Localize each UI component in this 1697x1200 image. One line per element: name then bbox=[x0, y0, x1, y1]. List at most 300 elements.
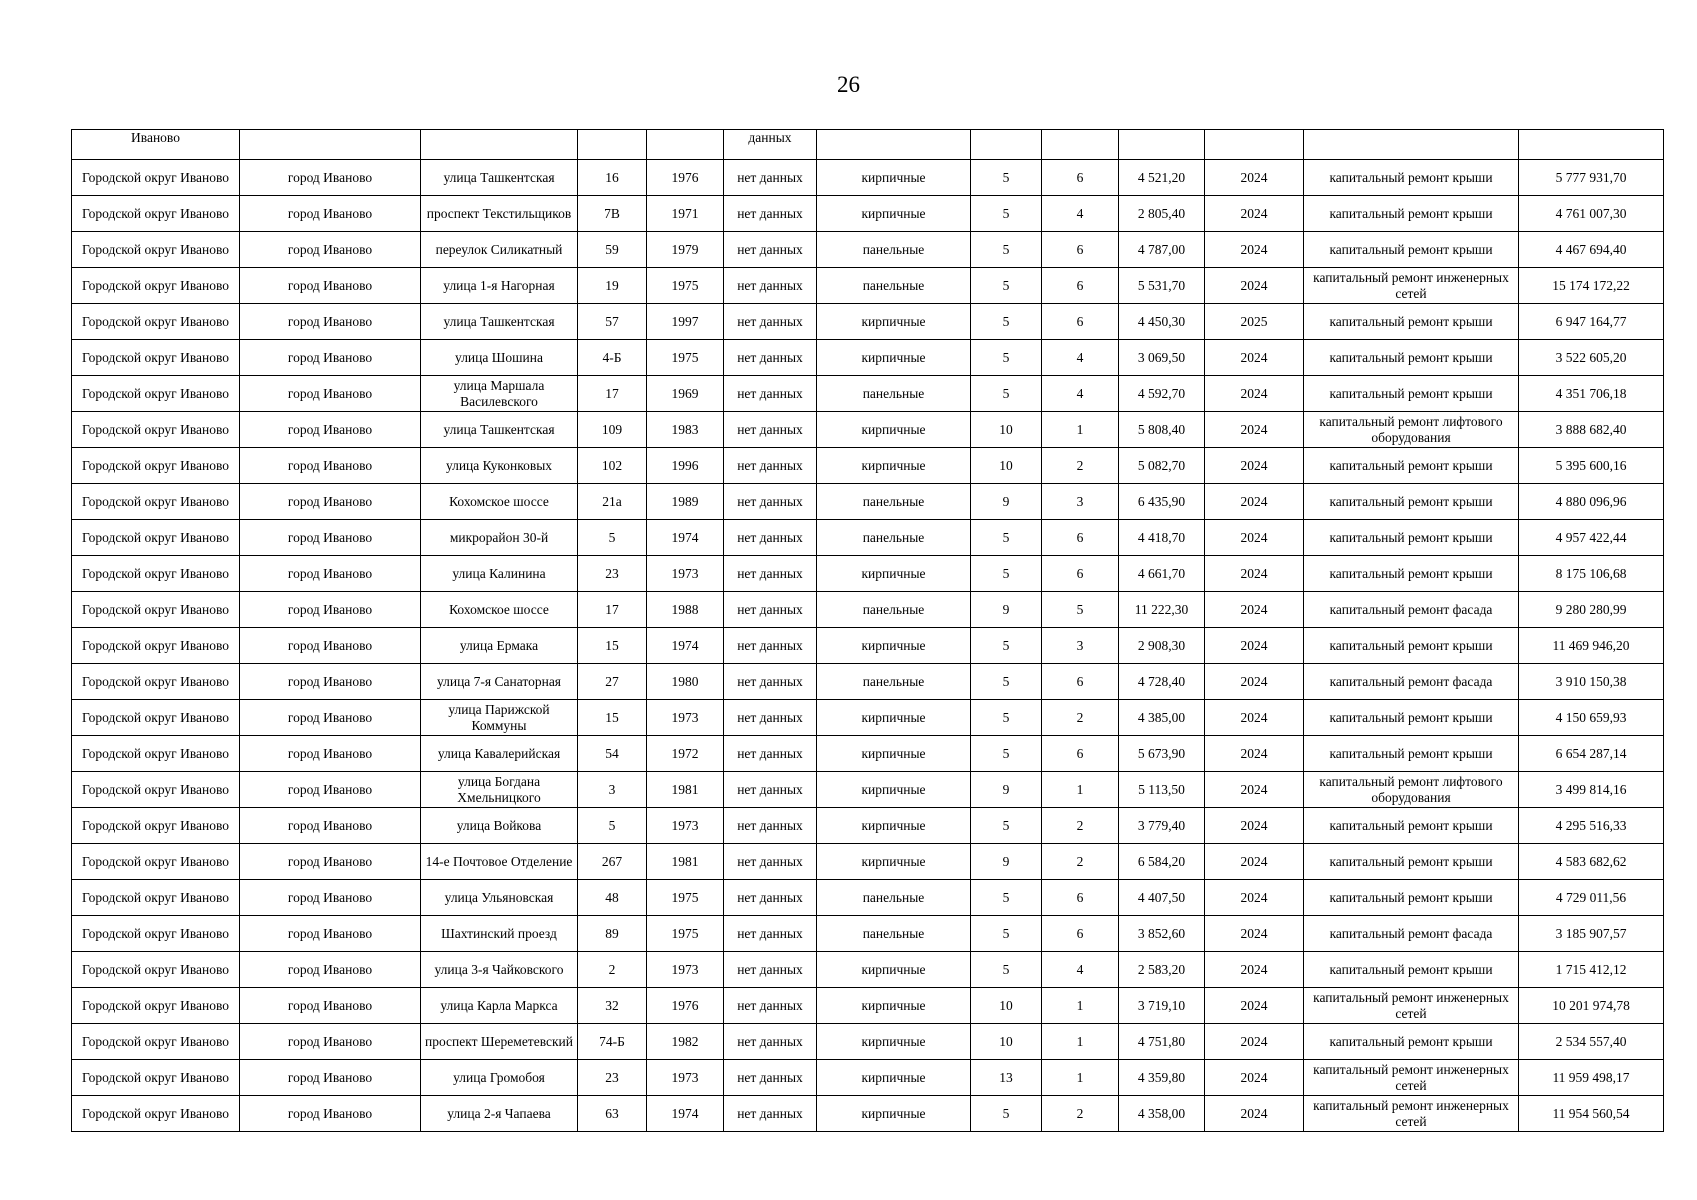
cell-house: 17 bbox=[578, 592, 647, 628]
table-row bbox=[72, 1024, 1664, 1060]
table-row bbox=[72, 196, 1664, 232]
cell-municipality: Городской округ Иваново bbox=[72, 700, 240, 736]
cell-settlement: город Иваново bbox=[240, 160, 421, 196]
cell-municipality: Городской округ Иваново bbox=[72, 952, 240, 988]
cell-house: 23 bbox=[578, 1060, 647, 1096]
cell-floors: 10 bbox=[971, 988, 1042, 1024]
cell-street: улица Ташкентская bbox=[421, 304, 578, 340]
cell-wall-material: кирпичные bbox=[817, 340, 971, 376]
cell-house: 109 bbox=[578, 412, 647, 448]
cell-house: 267 bbox=[578, 844, 647, 880]
cell-work-type: капитальный ремонт крыши bbox=[1304, 484, 1519, 520]
cell-municipality: Городской округ Иваново bbox=[72, 412, 240, 448]
cell-wall-material: кирпичные bbox=[817, 556, 971, 592]
cell-cost: 4 583 682,62 bbox=[1519, 844, 1664, 880]
cell-floors: 5 bbox=[971, 664, 1042, 700]
cell-area: 4 661,70 bbox=[1119, 556, 1205, 592]
cell-street: улица Ермака bbox=[421, 628, 578, 664]
cell-floors bbox=[971, 130, 1042, 160]
cell-area bbox=[1119, 130, 1205, 160]
cell-street: улица Громобоя bbox=[421, 1060, 578, 1096]
cell-house: 3 bbox=[578, 772, 647, 808]
table-row bbox=[72, 628, 1664, 664]
cell-house: 4-Б bbox=[578, 340, 647, 376]
cell-entrances: 1 bbox=[1042, 988, 1119, 1024]
cell-house: 63 bbox=[578, 1096, 647, 1132]
cell-floors: 9 bbox=[971, 592, 1042, 628]
cell-status: нет данных bbox=[724, 664, 817, 700]
cell-street: улица 2-я Чапаева bbox=[421, 1096, 578, 1132]
cell-cost bbox=[1519, 130, 1664, 160]
cell-entrances: 4 bbox=[1042, 196, 1119, 232]
cell-area: 2 908,30 bbox=[1119, 628, 1205, 664]
cell-wall-material: кирпичные bbox=[817, 700, 971, 736]
cell-year-built: 1975 bbox=[647, 268, 724, 304]
cell-status: нет данных bbox=[724, 808, 817, 844]
cell-work-type: капитальный ремонт крыши bbox=[1304, 160, 1519, 196]
cell-year-built: 1973 bbox=[647, 700, 724, 736]
cell-area: 6 584,20 bbox=[1119, 844, 1205, 880]
cell-entrances: 6 bbox=[1042, 520, 1119, 556]
cell-plan-year: 2024 bbox=[1205, 412, 1304, 448]
cell-wall-material: кирпичные bbox=[817, 952, 971, 988]
cell-wall-material: панельные bbox=[817, 484, 971, 520]
cell-plan-year: 2024 bbox=[1205, 232, 1304, 268]
cell-house: 59 bbox=[578, 232, 647, 268]
cell-floors: 5 bbox=[971, 700, 1042, 736]
cell-wall-material: панельные bbox=[817, 268, 971, 304]
cell-plan-year: 2024 bbox=[1205, 160, 1304, 196]
cell-street: проспект Текстильщиков bbox=[421, 196, 578, 232]
cell-floors: 5 bbox=[971, 520, 1042, 556]
cell-wall-material: кирпичные bbox=[817, 1060, 971, 1096]
cell-status: нет данных bbox=[724, 484, 817, 520]
cell-year-built: 1975 bbox=[647, 340, 724, 376]
cell-plan-year: 2024 bbox=[1205, 700, 1304, 736]
cell-work-type: капитальный ремонт крыши bbox=[1304, 376, 1519, 412]
cell-floors: 9 bbox=[971, 844, 1042, 880]
cell-status: нет данных bbox=[724, 772, 817, 808]
cell-settlement: город Иваново bbox=[240, 628, 421, 664]
table-row bbox=[72, 808, 1664, 844]
cell-floors: 5 bbox=[971, 1096, 1042, 1132]
cell-cost: 6 947 164,77 bbox=[1519, 304, 1664, 340]
table-row bbox=[72, 376, 1664, 412]
cell-cost: 4 467 694,40 bbox=[1519, 232, 1664, 268]
table-row bbox=[72, 304, 1664, 340]
cell-status: нет данных bbox=[724, 196, 817, 232]
cell-wall-material: панельные bbox=[817, 592, 971, 628]
table-row bbox=[72, 880, 1664, 916]
cell-municipality: Городской округ Иваново bbox=[72, 628, 240, 664]
cell-year-built: 1974 bbox=[647, 520, 724, 556]
cell-settlement: город Иваново bbox=[240, 484, 421, 520]
table-row bbox=[72, 1096, 1664, 1132]
cell-floors: 5 bbox=[971, 304, 1042, 340]
cell-house: 19 bbox=[578, 268, 647, 304]
cell-year-built: 1982 bbox=[647, 1024, 724, 1060]
cell-floors: 10 bbox=[971, 412, 1042, 448]
cell-work-type: капитальный ремонт инженерных сетей bbox=[1304, 1060, 1519, 1096]
cell-municipality: Городской округ Иваново bbox=[72, 232, 240, 268]
cell-wall-material: панельные bbox=[817, 916, 971, 952]
cell-entrances: 6 bbox=[1042, 304, 1119, 340]
cell-cost: 3 888 682,40 bbox=[1519, 412, 1664, 448]
cell-status: нет данных bbox=[724, 880, 817, 916]
cell-settlement: город Иваново bbox=[240, 304, 421, 340]
cell-status: нет данных bbox=[724, 916, 817, 952]
cell-work-type: капитальный ремонт инженерных сетей bbox=[1304, 268, 1519, 304]
cell-municipality: Городской округ Иваново bbox=[72, 160, 240, 196]
cell-street: улица 3-я Чайковского bbox=[421, 952, 578, 988]
cell-street: улица Богдана Хмельницкого bbox=[421, 772, 578, 808]
cell-year-built: 1974 bbox=[647, 628, 724, 664]
cell-entrances: 4 bbox=[1042, 952, 1119, 988]
table-row bbox=[72, 592, 1664, 628]
cell-floors: 5 bbox=[971, 808, 1042, 844]
cell-settlement: город Иваново bbox=[240, 952, 421, 988]
cell-settlement: город Иваново bbox=[240, 232, 421, 268]
cell-street bbox=[421, 130, 578, 160]
cell-year-built: 1973 bbox=[647, 952, 724, 988]
table-row-continuation bbox=[72, 130, 1664, 160]
cell-street: переулок Силикатный bbox=[421, 232, 578, 268]
cell-work-type: капитальный ремонт крыши bbox=[1304, 340, 1519, 376]
cell-floors: 5 bbox=[971, 628, 1042, 664]
cell-area: 4 359,80 bbox=[1119, 1060, 1205, 1096]
table-row bbox=[72, 664, 1664, 700]
cell-entrances: 4 bbox=[1042, 340, 1119, 376]
cell-wall-material bbox=[817, 130, 971, 160]
cell-house: 5 bbox=[578, 520, 647, 556]
cell-status: данных bbox=[724, 130, 817, 160]
cell-year-built: 1976 bbox=[647, 160, 724, 196]
cell-entrances: 6 bbox=[1042, 664, 1119, 700]
cell-work-type: капитальный ремонт крыши bbox=[1304, 232, 1519, 268]
cell-cost: 1 715 412,12 bbox=[1519, 952, 1664, 988]
cell-work-type: капитальный ремонт крыши bbox=[1304, 844, 1519, 880]
cell-wall-material: панельные bbox=[817, 232, 971, 268]
cell-area: 4 418,70 bbox=[1119, 520, 1205, 556]
cell-floors: 5 bbox=[971, 556, 1042, 592]
cell-settlement: город Иваново bbox=[240, 556, 421, 592]
cell-settlement: город Иваново bbox=[240, 916, 421, 952]
cell-area: 5 673,90 bbox=[1119, 736, 1205, 772]
cell-work-type: капитальный ремонт инженерных сетей bbox=[1304, 988, 1519, 1024]
cell-settlement: город Иваново bbox=[240, 412, 421, 448]
cell-plan-year: 2024 bbox=[1205, 1060, 1304, 1096]
cell-entrances: 1 bbox=[1042, 1060, 1119, 1096]
cell-settlement: город Иваново bbox=[240, 448, 421, 484]
cell-entrances: 6 bbox=[1042, 916, 1119, 952]
cell-street: проспект Шереметевский bbox=[421, 1024, 578, 1060]
cell-year-built: 1971 bbox=[647, 196, 724, 232]
cell-entrances: 3 bbox=[1042, 484, 1119, 520]
table-body bbox=[72, 130, 1664, 1132]
cell-work-type: капитальный ремонт крыши bbox=[1304, 304, 1519, 340]
cell-cost: 4 295 516,33 bbox=[1519, 808, 1664, 844]
cell-settlement: город Иваново bbox=[240, 664, 421, 700]
cell-area: 3 852,60 bbox=[1119, 916, 1205, 952]
cell-cost: 5 395 600,16 bbox=[1519, 448, 1664, 484]
cell-wall-material: панельные bbox=[817, 880, 971, 916]
cell-year-built: 1976 bbox=[647, 988, 724, 1024]
cell-street: улица Карла Маркса bbox=[421, 988, 578, 1024]
cell-settlement: город Иваново bbox=[240, 988, 421, 1024]
cell-house: 17 bbox=[578, 376, 647, 412]
cell-plan-year: 2024 bbox=[1205, 484, 1304, 520]
cell-wall-material: кирпичные bbox=[817, 1024, 971, 1060]
cell-year-built: 1989 bbox=[647, 484, 724, 520]
cell-work-type: капитальный ремонт крыши bbox=[1304, 628, 1519, 664]
cell-street: улица Войкова bbox=[421, 808, 578, 844]
cell-entrances bbox=[1042, 130, 1119, 160]
cell-street: улица 1-я Нагорная bbox=[421, 268, 578, 304]
cell-wall-material: кирпичные bbox=[817, 304, 971, 340]
cell-plan-year: 2024 bbox=[1205, 268, 1304, 304]
table-row bbox=[72, 952, 1664, 988]
cell-status: нет данных bbox=[724, 628, 817, 664]
cell-street: улица Кавалерийская bbox=[421, 736, 578, 772]
cell-settlement: город Иваново bbox=[240, 844, 421, 880]
cell-house bbox=[578, 130, 647, 160]
cell-status: нет данных bbox=[724, 412, 817, 448]
cell-status: нет данных bbox=[724, 376, 817, 412]
cell-area: 3 779,40 bbox=[1119, 808, 1205, 844]
cell-entrances: 6 bbox=[1042, 268, 1119, 304]
cell-house: 57 bbox=[578, 304, 647, 340]
cell-wall-material: кирпичные bbox=[817, 448, 971, 484]
cell-status: нет данных bbox=[724, 448, 817, 484]
cell-floors: 9 bbox=[971, 484, 1042, 520]
cell-municipality: Городской округ Иваново bbox=[72, 664, 240, 700]
cell-cost: 3 499 814,16 bbox=[1519, 772, 1664, 808]
table-row bbox=[72, 484, 1664, 520]
cell-plan-year: 2025 bbox=[1205, 304, 1304, 340]
cell-status: нет данных bbox=[724, 520, 817, 556]
cell-house: 27 bbox=[578, 664, 647, 700]
cell-municipality: Городской округ Иваново bbox=[72, 916, 240, 952]
cell-floors: 10 bbox=[971, 448, 1042, 484]
page-number: 26 bbox=[837, 72, 860, 97]
cell-area: 3 719,10 bbox=[1119, 988, 1205, 1024]
cell-floors: 5 bbox=[971, 196, 1042, 232]
cell-municipality: Городской округ Иваново bbox=[72, 304, 240, 340]
cell-floors: 10 bbox=[971, 1024, 1042, 1060]
cell-entrances: 2 bbox=[1042, 700, 1119, 736]
cell-status: нет данных bbox=[724, 556, 817, 592]
cell-street: улица Куконковых bbox=[421, 448, 578, 484]
cell-street: улица Ульяновская bbox=[421, 880, 578, 916]
cell-year-built: 1983 bbox=[647, 412, 724, 448]
cell-house: 15 bbox=[578, 700, 647, 736]
table-row bbox=[72, 448, 1664, 484]
cell-cost: 4 351 706,18 bbox=[1519, 376, 1664, 412]
cell-plan-year: 2024 bbox=[1205, 592, 1304, 628]
cell-street: улица Парижской Коммуны bbox=[421, 700, 578, 736]
cell-cost: 3 522 605,20 bbox=[1519, 340, 1664, 376]
cell-area: 5 082,70 bbox=[1119, 448, 1205, 484]
cell-settlement: город Иваново bbox=[240, 340, 421, 376]
cell-settlement: город Иваново bbox=[240, 592, 421, 628]
cell-wall-material: панельные bbox=[817, 664, 971, 700]
cell-wall-material: кирпичные bbox=[817, 628, 971, 664]
cell-cost: 8 175 106,68 bbox=[1519, 556, 1664, 592]
cell-area: 5 113,50 bbox=[1119, 772, 1205, 808]
cell-cost: 5 777 931,70 bbox=[1519, 160, 1664, 196]
cell-municipality: Иваново bbox=[72, 130, 240, 160]
cell-work-type: капитальный ремонт лифтового оборудования bbox=[1304, 772, 1519, 808]
cell-entrances: 2 bbox=[1042, 448, 1119, 484]
cell-street: улица Калинина bbox=[421, 556, 578, 592]
table-row bbox=[72, 268, 1664, 304]
cell-municipality: Городской округ Иваново bbox=[72, 340, 240, 376]
cell-settlement: город Иваново bbox=[240, 376, 421, 412]
cell-house: 16 bbox=[578, 160, 647, 196]
cell-cost: 4 957 422,44 bbox=[1519, 520, 1664, 556]
cell-wall-material: кирпичные bbox=[817, 1096, 971, 1132]
cell-work-type: капитальный ремонт крыши bbox=[1304, 736, 1519, 772]
cell-municipality: Городской округ Иваново bbox=[72, 1060, 240, 1096]
cell-municipality: Городской округ Иваново bbox=[72, 196, 240, 232]
cell-street: улица Ташкентская bbox=[421, 412, 578, 448]
cell-area: 4 358,00 bbox=[1119, 1096, 1205, 1132]
cell-municipality: Городской округ Иваново bbox=[72, 808, 240, 844]
cell-street: Кохомское шоссе bbox=[421, 484, 578, 520]
cell-status: нет данных bbox=[724, 700, 817, 736]
cell-house: 102 bbox=[578, 448, 647, 484]
cell-street: 14-е Почтовое Отделение bbox=[421, 844, 578, 880]
cell-plan-year: 2024 bbox=[1205, 196, 1304, 232]
cell-work-type: капитальный ремонт крыши bbox=[1304, 556, 1519, 592]
cell-status: нет данных bbox=[724, 988, 817, 1024]
cell-status: нет данных bbox=[724, 304, 817, 340]
cell-settlement: город Иваново bbox=[240, 1024, 421, 1060]
cell-settlement: город Иваново bbox=[240, 736, 421, 772]
cell-work-type bbox=[1304, 130, 1519, 160]
cell-work-type: капитальный ремонт крыши bbox=[1304, 1024, 1519, 1060]
cell-floors: 5 bbox=[971, 232, 1042, 268]
cell-plan-year: 2024 bbox=[1205, 376, 1304, 412]
cell-area: 4 728,40 bbox=[1119, 664, 1205, 700]
table-row bbox=[72, 556, 1664, 592]
cell-cost: 11 959 498,17 bbox=[1519, 1060, 1664, 1096]
table-row bbox=[72, 772, 1664, 808]
cell-settlement: город Иваново bbox=[240, 268, 421, 304]
cell-year-built: 1981 bbox=[647, 844, 724, 880]
cell-floors: 5 bbox=[971, 880, 1042, 916]
cell-status: нет данных bbox=[724, 232, 817, 268]
cell-year-built: 1979 bbox=[647, 232, 724, 268]
cell-street: улица Маршала Василевского bbox=[421, 376, 578, 412]
cell-cost: 4 729 011,56 bbox=[1519, 880, 1664, 916]
cell-house: 23 bbox=[578, 556, 647, 592]
cell-floors: 5 bbox=[971, 376, 1042, 412]
housing-repair-table bbox=[71, 129, 1664, 1132]
cell-work-type: капитальный ремонт лифтового оборудования bbox=[1304, 412, 1519, 448]
cell-status: нет данных bbox=[724, 1024, 817, 1060]
cell-status: нет данных bbox=[724, 340, 817, 376]
table-row bbox=[72, 736, 1664, 772]
cell-plan-year: 2024 bbox=[1205, 628, 1304, 664]
cell-status: нет данных bbox=[724, 592, 817, 628]
cell-work-type: капитальный ремонт крыши bbox=[1304, 952, 1519, 988]
cell-street: улица 7-я Санаторная bbox=[421, 664, 578, 700]
cell-work-type: капитальный ремонт инженерных сетей bbox=[1304, 1096, 1519, 1132]
cell-plan-year: 2024 bbox=[1205, 1024, 1304, 1060]
cell-entrances: 6 bbox=[1042, 160, 1119, 196]
cell-house: 7В bbox=[578, 196, 647, 232]
table-row bbox=[72, 340, 1664, 376]
cell-area: 4 751,80 bbox=[1119, 1024, 1205, 1060]
cell-house: 74-Б bbox=[578, 1024, 647, 1060]
cell-wall-material: кирпичные bbox=[817, 736, 971, 772]
cell-plan-year: 2024 bbox=[1205, 1096, 1304, 1132]
cell-status: нет данных bbox=[724, 160, 817, 196]
cell-municipality: Городской округ Иваново bbox=[72, 772, 240, 808]
cell-municipality: Городской округ Иваново bbox=[72, 988, 240, 1024]
cell-settlement: город Иваново bbox=[240, 772, 421, 808]
cell-wall-material: кирпичные bbox=[817, 196, 971, 232]
cell-house: 2 bbox=[578, 952, 647, 988]
cell-year-built: 1969 bbox=[647, 376, 724, 412]
table-row bbox=[72, 160, 1664, 196]
cell-entrances: 6 bbox=[1042, 556, 1119, 592]
cell-work-type: капитальный ремонт крыши bbox=[1304, 448, 1519, 484]
cell-wall-material: кирпичные bbox=[817, 808, 971, 844]
cell-municipality: Городской округ Иваново bbox=[72, 484, 240, 520]
table-row bbox=[72, 1060, 1664, 1096]
cell-cost: 4 150 659,93 bbox=[1519, 700, 1664, 736]
cell-area: 3 069,50 bbox=[1119, 340, 1205, 376]
cell-settlement: город Иваново bbox=[240, 1096, 421, 1132]
cell-area: 4 385,00 bbox=[1119, 700, 1205, 736]
cell-municipality: Городской округ Иваново bbox=[72, 448, 240, 484]
table-row bbox=[72, 844, 1664, 880]
cell-year-built: 1973 bbox=[647, 556, 724, 592]
cell-municipality: Городской округ Иваново bbox=[72, 880, 240, 916]
cell-year-built: 1988 bbox=[647, 592, 724, 628]
cell-house: 5 bbox=[578, 808, 647, 844]
cell-house: 32 bbox=[578, 988, 647, 1024]
cell-year-built: 1996 bbox=[647, 448, 724, 484]
cell-house: 15 bbox=[578, 628, 647, 664]
cell-house: 21а bbox=[578, 484, 647, 520]
cell-cost: 4 761 007,30 bbox=[1519, 196, 1664, 232]
cell-municipality: Городской округ Иваново bbox=[72, 1024, 240, 1060]
table-row bbox=[72, 988, 1664, 1024]
cell-year-built: 1973 bbox=[647, 808, 724, 844]
cell-plan-year: 2024 bbox=[1205, 736, 1304, 772]
cell-year-built bbox=[647, 130, 724, 160]
cell-year-built: 1974 bbox=[647, 1096, 724, 1132]
cell-plan-year: 2024 bbox=[1205, 880, 1304, 916]
cell-municipality: Городской округ Иваново bbox=[72, 556, 240, 592]
cell-settlement: город Иваново bbox=[240, 1060, 421, 1096]
cell-wall-material: кирпичные bbox=[817, 844, 971, 880]
cell-status: нет данных bbox=[724, 1096, 817, 1132]
cell-house: 54 bbox=[578, 736, 647, 772]
cell-status: нет данных bbox=[724, 844, 817, 880]
cell-status: нет данных bbox=[724, 1060, 817, 1096]
cell-area: 2 805,40 bbox=[1119, 196, 1205, 232]
cell-street: улица Шошина bbox=[421, 340, 578, 376]
cell-cost: 11 954 560,54 bbox=[1519, 1096, 1664, 1132]
cell-cost: 3 910 150,38 bbox=[1519, 664, 1664, 700]
cell-entrances: 2 bbox=[1042, 808, 1119, 844]
cell-plan-year: 2024 bbox=[1205, 844, 1304, 880]
table-row bbox=[72, 700, 1664, 736]
